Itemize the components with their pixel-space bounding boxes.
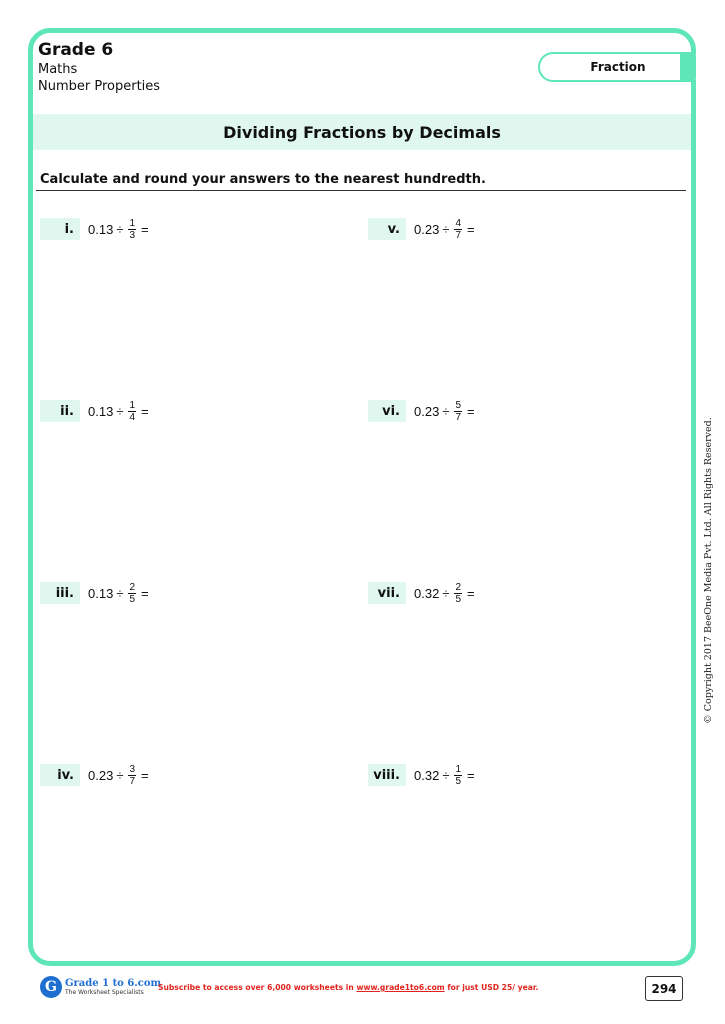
problem-number: v. [368, 218, 406, 240]
fraction-numerator: 2 [129, 581, 136, 593]
fraction-denominator: 5 [455, 593, 462, 605]
problem-number: i. [40, 218, 80, 240]
problem-8 [368, 760, 475, 790]
divide-sign: ÷ [442, 403, 450, 419]
promo-text-before: Subscribe to access over 6,000 worksheets in [158, 983, 357, 992]
fraction-numerator: 1 [129, 217, 136, 229]
equals-sign: = [141, 403, 149, 419]
fraction-numerator: 5 [455, 399, 462, 411]
fraction-numerator: 4 [455, 217, 462, 229]
copyright-notice [698, 400, 718, 740]
copyright-text: © Copyright 2017 BeeOne Media Pvt. Ltd. All Rights Reserved. [702, 416, 714, 724]
fraction-numerator: 3 [129, 763, 136, 775]
problem-expression [88, 218, 149, 241]
decimal-value: 0.23 [414, 403, 440, 419]
divide-sign: ÷ [442, 585, 450, 601]
decimal-value: 0.13 [88, 585, 114, 601]
divide-sign: ÷ [442, 767, 450, 783]
fraction-denominator: 7 [129, 775, 136, 787]
problem-number: vi. [368, 400, 406, 422]
page-border [28, 28, 696, 966]
logo-name: Grade 1 to 6.com [65, 978, 162, 989]
problem-number: iii. [40, 582, 80, 604]
logo-g-icon: G [40, 976, 62, 998]
fraction-denominator: 5 [129, 593, 136, 605]
problem-expression [88, 400, 149, 423]
divide-sign: ÷ [116, 585, 124, 601]
equals-sign: = [467, 585, 475, 601]
subscribe-promo [158, 983, 538, 992]
fraction-denominator: 7 [455, 229, 462, 241]
decimal-value: 0.23 [414, 221, 440, 237]
divide-sign: ÷ [442, 221, 450, 237]
category-tag-edge [680, 52, 696, 82]
fraction-denominator: 4 [129, 411, 136, 423]
divide-sign: ÷ [116, 221, 124, 237]
instruction-divider [36, 190, 686, 191]
problem-number: iv. [40, 764, 80, 786]
divide-sign: ÷ [116, 403, 124, 419]
fraction-denominator: 7 [455, 411, 462, 423]
promo-text-after: for just USD 25/ year. [444, 983, 539, 992]
equals-sign: = [141, 767, 149, 783]
problem-expression [414, 582, 475, 605]
fraction-numerator: 1 [129, 399, 136, 411]
decimal-value: 0.13 [88, 221, 114, 237]
problem-number: viii. [368, 764, 406, 786]
problem-number: vii. [368, 582, 406, 604]
decimal-value: 0.23 [88, 767, 114, 783]
fraction [454, 764, 462, 787]
fraction [128, 400, 136, 423]
problem-expression [414, 218, 475, 241]
divide-sign: ÷ [116, 767, 124, 783]
subject-label: Maths [38, 62, 78, 77]
problem-7 [368, 578, 475, 608]
problem-expression [88, 764, 149, 787]
problem-expression [414, 764, 475, 787]
problem-6 [368, 396, 475, 426]
problem-4 [40, 760, 149, 790]
equals-sign: = [467, 221, 475, 237]
fraction-numerator: 1 [455, 763, 462, 775]
equals-sign: = [141, 221, 149, 237]
problem-expression [88, 582, 149, 605]
topic-label: Number Properties [38, 79, 161, 94]
problem-expression [414, 400, 475, 423]
problem-3 [40, 578, 149, 608]
problem-5 [368, 214, 475, 244]
worksheet-title: Dividing Fractions by Decimals [33, 114, 691, 150]
equals-sign: = [467, 403, 475, 419]
fraction [454, 400, 462, 423]
instruction-text: Calculate and round your answers to the nearest hundredth. [40, 172, 486, 187]
fraction [128, 582, 136, 605]
site-logo[interactable] [40, 976, 161, 998]
fraction-numerator: 2 [455, 581, 462, 593]
category-tag: Fraction [538, 52, 696, 82]
fraction [454, 582, 462, 605]
promo-link[interactable]: www.grade1to6.com [356, 983, 445, 992]
fraction [128, 764, 136, 787]
decimal-value: 0.13 [88, 403, 114, 419]
fraction [454, 218, 462, 241]
problem-2 [40, 396, 149, 426]
problem-1 [40, 214, 149, 244]
decimal-value: 0.32 [414, 767, 440, 783]
fraction-denominator: 5 [455, 775, 462, 787]
equals-sign: = [141, 585, 149, 601]
grade-heading: Grade 6 [38, 40, 114, 60]
logo-tagline: The Worksheet Specialists [65, 989, 144, 996]
problem-number: ii. [40, 400, 80, 422]
fraction-denominator: 3 [129, 229, 136, 241]
page-number: 294 [645, 976, 683, 1001]
equals-sign: = [467, 767, 475, 783]
fraction [128, 218, 136, 241]
decimal-value: 0.32 [414, 585, 440, 601]
